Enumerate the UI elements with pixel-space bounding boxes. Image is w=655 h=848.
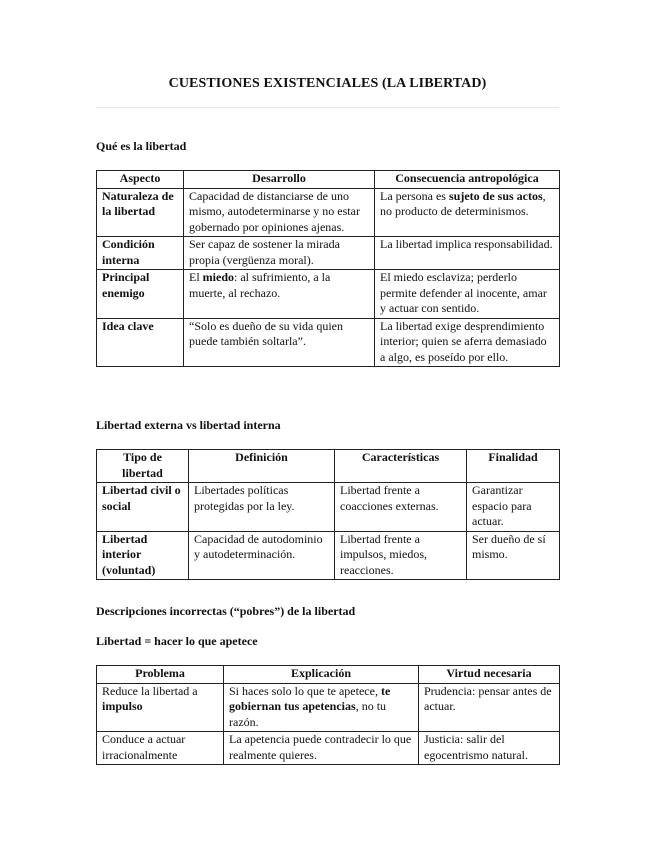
cell-virtud: Prudencia: pensar antes de actuar. (419, 683, 560, 732)
cell-explicacion: La apetencia puede contradecir lo que realmente quieres. (224, 732, 419, 765)
column-header: Aspecto (97, 171, 184, 189)
table-header-row (97, 450, 560, 483)
column-header: Consecuencia antropológica (375, 171, 560, 189)
section-heading-externa-interna: Libertad externa vs libertad interna (96, 418, 281, 432)
text-run: Reduce la libertad a (102, 683, 198, 698)
text-run: La persona es (380, 188, 449, 203)
table-row (97, 732, 560, 765)
section-heading-descripciones-incorrectas: Descripciones incorrectas (“pobres”) de la libertad (96, 604, 356, 618)
cell-aspecto: Condición interna (97, 237, 184, 270)
cell-caracteristicas: Libertad frente a coacciones externas. (335, 483, 467, 532)
table-libertad-externa-interna (96, 449, 560, 580)
cell-tipo: Libertad civil o social (97, 483, 189, 532)
table-row (97, 531, 560, 580)
cell-finalidad: Garantizar espacio para actuar. (467, 483, 560, 532)
text-run: , no producto de determinismos. (380, 188, 546, 218)
cell-explicacion (224, 683, 419, 732)
cell-consecuencia: La libertad implica responsabilidad. (375, 237, 560, 270)
cell-caracteristicas: Libertad frente a impulsos, miedos, reacciones. (335, 531, 467, 580)
emphasis-text: miedo (202, 270, 235, 284)
table-row (97, 318, 560, 367)
cell-finalidad: Ser dueño de sí mismo. (467, 531, 560, 580)
cell-desarrollo: Ser capaz de sostener la mirada propia (vergüenza moral). (184, 237, 375, 270)
table-header-row (97, 666, 560, 684)
cell-consecuencia: La libertad exige desprendimiento interior; quien se aferra demasiado a algo, es poseído por ello. (375, 318, 560, 367)
cell-tipo: Libertad interior (voluntad) (97, 531, 189, 580)
text-run: El (189, 270, 203, 284)
text-run: Si haces solo lo que te apetece, (229, 683, 381, 698)
emphasis-text: te gobiernan tus apetencias (229, 683, 391, 713)
subheading-hacer-lo-que-apetece: Libertad = hacer lo que apetece (96, 634, 258, 648)
table-row (97, 483, 560, 532)
column-header: Explicación (224, 666, 419, 684)
cell-desarrollo: Capacidad de distanciarse de uno mismo, autodeterminarse y no estar gobernado por opiniones ajenas. (184, 188, 375, 237)
column-header: Virtud necesaria (419, 666, 560, 684)
cell-problema (97, 683, 224, 732)
table-row (97, 270, 560, 319)
cell-definicion: Libertades políticas protegidas por la ley. (189, 483, 335, 532)
column-header: Desarrollo (184, 171, 375, 189)
table-row (97, 237, 560, 270)
column-header: Definición (189, 450, 335, 483)
column-header: Características (335, 450, 467, 483)
table-row (97, 188, 560, 237)
text-run: , no tu razón. (229, 699, 387, 729)
column-header: Tipo de libertad (97, 450, 189, 483)
table-row (97, 683, 560, 732)
cell-consecuencia (375, 188, 560, 237)
cell-problema: Conduce a actuar irracionalmente (97, 732, 224, 765)
cell-desarrollo: “Solo es dueño de su vida quien puede también soltarla”. (184, 318, 375, 367)
text-run: : al sufrimiento, a la muerte, al rechazo. (189, 270, 331, 300)
cell-aspecto: Naturaleza de la libertad (97, 188, 184, 237)
table-libertad-apetencia (96, 665, 560, 765)
cell-consecuencia: El miedo esclaviza; perderlo permite defender al inocente, amar y actuar con sentido. (375, 270, 560, 319)
emphasis-text: impulso (102, 699, 143, 713)
emphasis-text: sujeto de sus actos (448, 188, 543, 203)
cell-virtud: Justicia: salir del egocentrismo natural. (419, 732, 560, 765)
table-header-row (97, 171, 560, 189)
section-heading-que-es: Qué es la libertad (96, 139, 187, 153)
cell-aspecto: Principal enemigo (97, 270, 184, 319)
table-que-es-la-libertad (96, 170, 560, 367)
page-title: CUESTIONES EXISTENCIALES (LA LIBERTAD) (168, 76, 487, 91)
cell-definicion: Capacidad de autodominio y autodeterminación. (189, 531, 335, 580)
title-divider (96, 107, 559, 108)
cell-aspecto: Idea clave (97, 318, 184, 367)
column-header: Finalidad (467, 450, 560, 483)
cell-desarrollo (184, 270, 375, 319)
column-header: Problema (97, 666, 224, 684)
